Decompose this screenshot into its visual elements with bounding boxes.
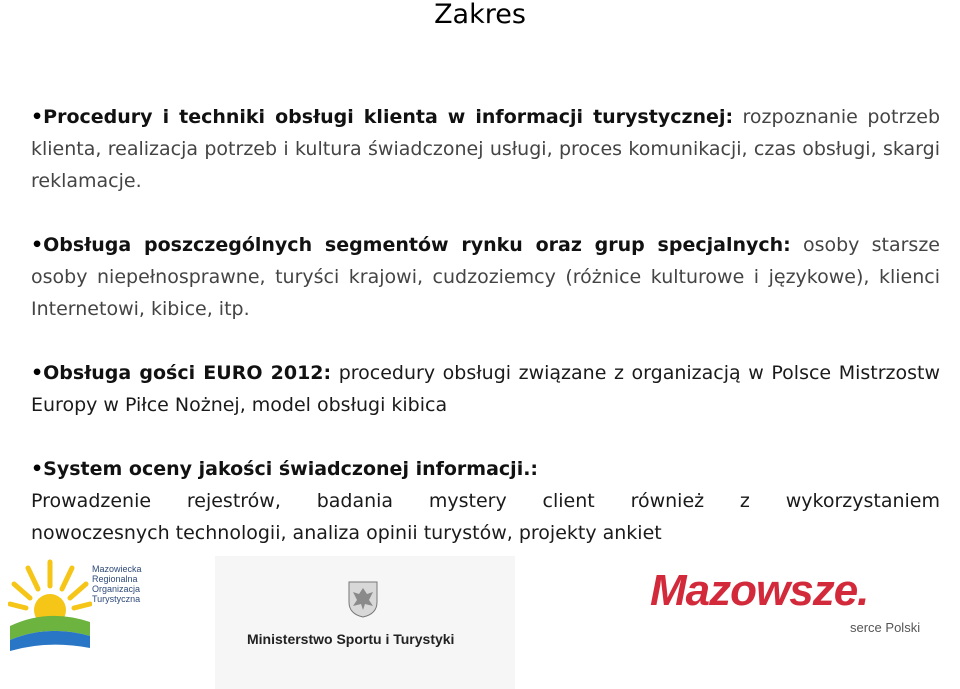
bullet-dot: • — [31, 362, 44, 384]
bullet-body: rozpoznanie potrzeb klienta, realizacja potrzeb i kultura świadczonej usługi, proces komunikacji, czas obsługi, skargi reklamacje. — [31, 106, 940, 192]
mrot-line: Organizacja — [92, 584, 141, 594]
ministry-logo — [215, 556, 515, 689]
sun-landscape-icon — [8, 556, 92, 651]
bullet-euro-2012 — [31, 357, 940, 421]
slide-title: Zakres — [434, 0, 526, 30]
bullet-dot: • — [31, 458, 44, 480]
ministry-name: Ministerstwo Sportu i Turystyki — [247, 631, 455, 647]
bullet-heading: System oceny jakości świadczonej informacji.: — [43, 458, 539, 480]
mrot-line: Turystyczna — [92, 594, 141, 604]
mrot-line: Mazowiecka — [92, 564, 142, 574]
bullet-customer-service — [31, 101, 940, 197]
bullet-body-line: nowoczesnych technologii, analiza opinii turystów, projekty ankiet — [31, 522, 662, 544]
bullet-market-segments — [31, 229, 940, 325]
mrot-line: Regionalna — [92, 574, 138, 584]
bullet-body: osoby starsze osoby niepełnosprawne, turyści krajowi, cudzoziemcy (różnice kulturowe i językowe), klienci Internetowi, kibice, itp. — [31, 234, 940, 320]
mrot-name — [92, 564, 142, 604]
mrot-logo — [8, 556, 148, 651]
mazowsze-tagline: serce Polski — [850, 620, 921, 635]
bullet-body-line: Prowadzenie rejestrów, badania mystery client również z wykorzystaniem — [31, 490, 940, 512]
bullet-dot: • — [31, 234, 44, 256]
bullet-heading: Obsługa poszczególnych segmentów rynku oraz grup specjalnych: — [43, 234, 791, 256]
bullet-heading: Procedury i techniki obsługi klienta w informacji turystycznej: — [43, 106, 734, 128]
bullet-quality-system — [31, 453, 940, 549]
logo-strip — [0, 556, 960, 689]
mazowsze-logo — [650, 566, 960, 656]
bullet-body: procedury obsługi związane z organizacją w Polsce Mistrzostw Europy w Piłce Nożnej, model obsługi kibica — [31, 362, 941, 416]
mazowsze-wordmark: Mazowsze. — [650, 566, 869, 615]
bullet-heading: Obsługa gości EURO 2012: — [43, 362, 332, 384]
bullet-dot: • — [31, 106, 44, 128]
polish-eagle-emblem-icon — [347, 580, 379, 618]
